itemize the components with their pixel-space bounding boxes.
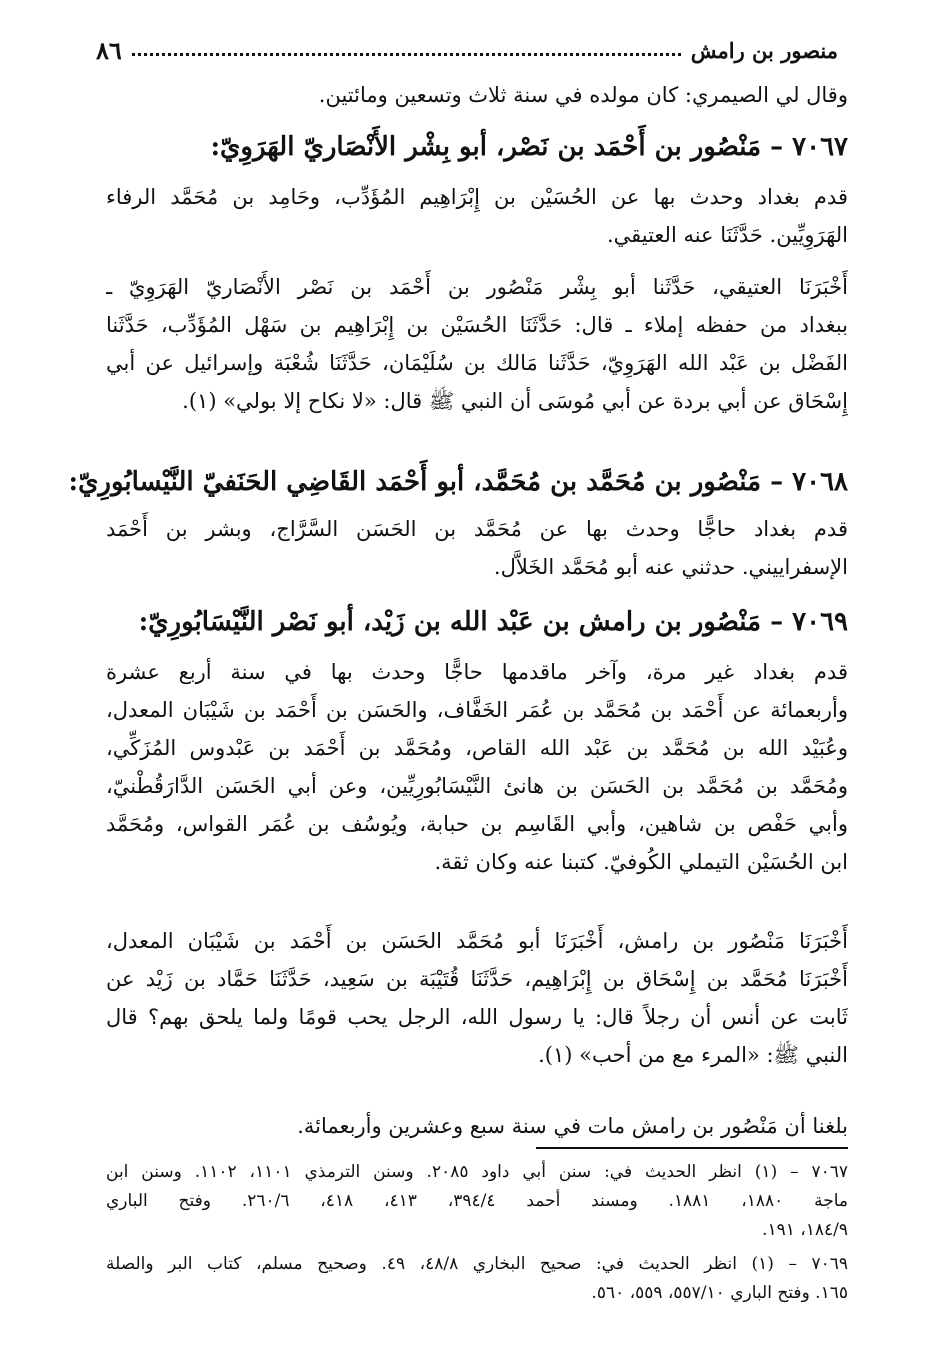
text-line: ببغداد من حفظه إملاء ـ قال: حَدَّثَنَا الحُسَيْن بن إِبْرَاهِيم بن سَهْل المُؤَدِّب، حَدَّثَنا [106, 313, 848, 337]
footnote-separator [536, 1147, 848, 1149]
text-line: ابن الحُسَيْن التيملي الكُوفيّ. كتبنا عنه وكان ثقة. [434, 850, 848, 874]
text-line: الفَضْل بن عَبْد الله الهَرَوِيّ، حَدَّثَنا مَالك بن سُلَيْمَان، حَدَّثَنَا شُعْبَة وإسرائيل عن أبي [106, 351, 848, 375]
text-line: أَخْبَرَنَا مَنْصُور بن رامش، أَخْبَرَنَا أبو مُحَمَّد الحَسَن بن أَحْمَد بن شَيْبَان المعدل، [106, 929, 848, 953]
text-line: النبي ﷺ: «المرء مع من أحب» (١). [538, 1043, 848, 1067]
entry-7067-paragraph-1 [106, 178, 848, 254]
entry-heading-7069: ٧٠٦٩ – مَنْصُور بن رامش بن عَبْد الله بن زَيْد، أبو نَصْر النَّيْسَابُورِيّ: [138, 607, 848, 637]
text-line: وأربعمائة عن أَحْمَد بن مُحَمَّد بن عُمَر الخَفَّاف، والحَسَن بن أَحْمَد بن شَيْبَان المعدل، [106, 698, 848, 722]
footnote-7067 [106, 1158, 848, 1245]
entry-heading-7067: ٧٠٦٧ – مَنْصُور بن أَحْمَد بن نَصْر، أبو بِشْر الأَنْصَاريّ الهَرَوِيّ: [210, 132, 848, 162]
entry-7069-paragraph-1 [106, 653, 848, 881]
text-line: الإسفراييني. حدثني عنه أبو مُحَمَّد الخَلاَّل. [493, 555, 848, 579]
text-line: وقال لي الصيمري: كان مولده في سنة ثلاث وتسعين ومائتين. [318, 83, 848, 107]
footnote-line: ٧٠٦٧ – (١) انظر الحديث في: سنن أبي داود ٢٠٨٥. وسنن الترمذي ١١٠١، ١١٠٢. وسنن ابن [106, 1162, 848, 1182]
text-line: وأبي حَفْص بن شاهين، وأبي القَاسِم بن حبابة، ويُوسُف بن عُمَر القواس، ومُحَمَّد [106, 812, 848, 836]
text-line: أَخْبَرَنَا العتيقي، حَدَّثَنا أبو بِشْر مَنْصُور بن أَحْمَد بن نَصْر الأَنْصَاريّ الهَرَوِيّ ـ [106, 275, 848, 299]
text-line: قدم بغداد حاجًّا وحدث بها عن مُحَمَّد بن الحَسَن السَّرَّاج، وبشر بن أَحْمَد [106, 517, 848, 541]
entry-7069-paragraph-2 [106, 922, 848, 1074]
text-line: ثَابت عن أنس أن رجلاً قال: يا رسول الله، الرجل يحب قومًا ولما يلحق بهم؟ قال [106, 1005, 848, 1029]
footnote-line: ماجة ١٨٨٠، ١٨٨١. ومسند أحمد ٣٩٤/٤، ٤١٣، ٤١٨، ٢٦٠/٦. وفتح الباري [106, 1191, 848, 1211]
death-note: بلغنا أن مَنْصُور بن رامش مات في سنة سبع وعشرين وأربعمائة. [297, 1114, 848, 1138]
header-dotted-leader [132, 53, 681, 56]
page-header [96, 30, 838, 70]
text-line: قدم بغداد وحدث بها عن الحُسَيْن بن إِبْرَاهِيم المُؤَدِّب، وحَامِد بن مُحَمَّد الرفاء [106, 185, 848, 209]
footnote-line: ١٦٥. وفتح الباري ٥٥٧/١٠، ٥٥٩، ٥٦٠. [591, 1283, 848, 1303]
footnote-line: ١٨٤/٩، ١٩١. [762, 1220, 848, 1240]
intro-paragraph [106, 76, 848, 114]
footnote-line: ٧٠٦٩ – (١) انظر الحديث في: صحيح البخاري ٤٨/٨، ٤٩. وصحيح مسلم، كتاب البر والصلة [106, 1254, 848, 1274]
entry-heading-7068: ٧٠٦٨ – مَنْصُور بن مُحَمَّد بن مُحَمَّد، أبو أَحْمَد القَاضِي الحَنَفيّ النَّيْسابُورِيّ: [68, 467, 848, 497]
text-line: أَخْبَرَنَا مُحَمَّد بن إِسْحَاق بن إِبْرَاهِيم، حَدَّثَنَا قُتَيْبَة بن سَعِيد، حَدَّثَنَا حَمَّاد بن زَيْد عن [106, 967, 848, 991]
page-number: ٨٦ [96, 35, 122, 65]
running-title: منصور بن رامش [690, 37, 838, 63]
text-line: وعُبَيْد الله بن مُحَمَّد بن عَبْد الله القاص، ومُحَمَّد بن أَحْمَد بن عَبْدوس المُزَكِّي، [106, 736, 848, 760]
text-line: ومُحَمَّد بن مُحَمَّد بن الحَسَن بن هانئ النَّيْسَابُورِيِّين، وعن أبي الحَسَن الدَّارَقُطْنيّ، [106, 774, 848, 798]
entry-7067-paragraph-2 [106, 268, 848, 420]
footnote-7069 [106, 1250, 848, 1308]
entry-7068-paragraph [106, 510, 848, 586]
text-line: قدم بغداد غير مرة، وآخر ماقدمها حاجًّا وحدث بها في سنة أربع عشرة [106, 660, 848, 684]
text-line: إِسْحَاق عن أبي بردة عن أبي مُوسَى أن النبي ﷺ قال: «لا نكاح إلا بولي» (١). [182, 389, 848, 413]
text-line: الهَرَوِيِّين. حَدَّثَنَا عنه العتيقي. [606, 223, 848, 247]
